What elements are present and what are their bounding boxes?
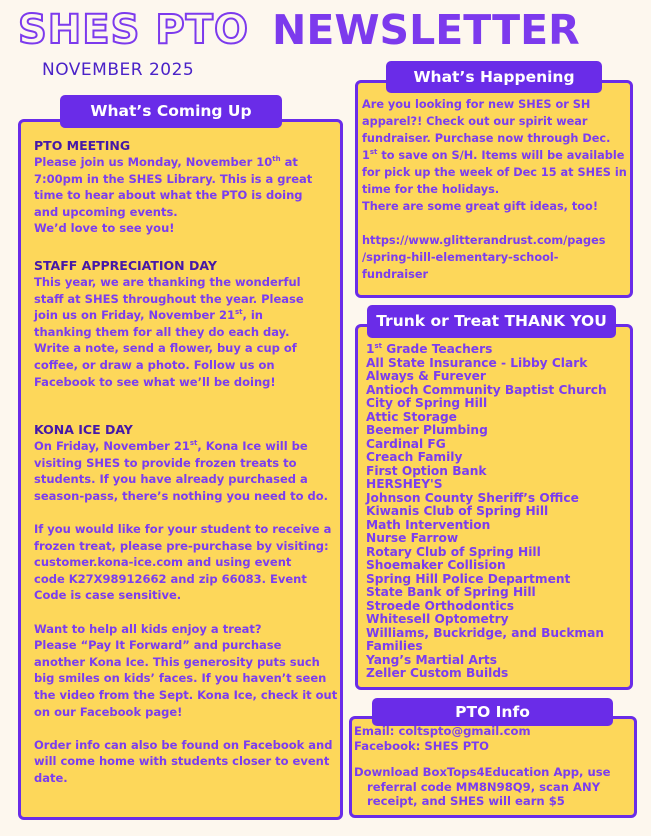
list-item: City of Spring Hill: [366, 396, 488, 410]
list-item: First Option Bank: [366, 463, 487, 478]
list-item: Attic Storage: [366, 409, 457, 424]
list-item: Zeller Custom Builds: [366, 666, 509, 680]
newsletter-date: NOVEMBER 2025: [42, 60, 195, 80]
list-item: Rotary Club of Spring Hill: [366, 544, 541, 559]
list-item: Johnson County Sheriff’s Office: [366, 490, 579, 505]
pto-email[interactable]: Email: coltspto@gmail.com: [354, 724, 531, 738]
list-item: Nurse Farrow: [366, 531, 459, 545]
list-item: Whitesell Optometry: [366, 612, 509, 626]
pto-info-text: Email: coltspto@gmail.com Facebook: SHES PTO Download BoxTops4Education App, use referral code MM8N98Q9, scan ANY receipt, and SHES will earn $5: [354, 724, 637, 809]
list-item: Spring Hill Police Department: [366, 571, 571, 586]
list-item: Beemer Plumbing: [366, 423, 488, 437]
list-item: Antioch Community Baptist Church: [366, 382, 607, 397]
staff-appreciation-section: STAFF APPRECIATION DAY This year, we are thanking the wonderful staff at SHES throughout the year. Please join us on Friday, November 21st, in thanking them for all they do each day. Write a note, send a flower, buy a cup of coffee, or draw a photo. Follow us on Facebook to see what we’ll be doing!: [34, 257, 339, 390]
list-item: All State Insurance - Libby Clark: [366, 355, 588, 370]
kona-ice-heading: KONA ICE DAY: [34, 422, 133, 437]
list-item: Creach Family: [366, 450, 463, 464]
list-item: Math Intervention: [366, 517, 491, 532]
spirit-wear-link[interactable]: https://www.glitterandrust.com/pages /spring-hill-elementary-school- fundraiser: [362, 234, 606, 281]
pto-info-tab: PTO Info: [372, 698, 613, 726]
list-item: Yang’s Martial Arts: [366, 652, 497, 667]
list-item: 1st Grade Teachers: [366, 341, 493, 356]
title-newsletter: NEWSLETTER: [272, 6, 580, 54]
kona-ice-section: KONA ICE DAY On Friday, November 21st, Kona Ice will be visiting SHES to provide frozen treats to students. If you have already purchased a season-pass, there’s nothing you need to do. If you would like for your student to receive a frozen treat, please pre-purchase by visiting: customer.kona-ice.com and using event code K27X98912662 and zip 66083. Event Code is case sensitive. Want to help all kids enjoy a treat? Please “Pay It Forward” and purchase another Kona Ice. This generosity puts such big smiles on kids’ faces. If you haven’t seen the video from the Sept. Kona Ice, check it out on our Facebook page! Order info can also be found on Facebook and will come home with students closer to event date.: [34, 422, 338, 785]
pto-meeting-heading: PTO MEETING: [34, 138, 131, 153]
trunk-thank-you-list: [366, 343, 631, 681]
title-shes-pto: SHES PTO: [18, 7, 249, 53]
list-item: Williams, Buckridge, and Buckman: [366, 625, 605, 640]
list-item: HERSHEY'S: [366, 477, 443, 491]
list-item: Always & Furever: [366, 369, 486, 383]
list-item: State Bank of Spring Hill: [366, 585, 536, 599]
list-item: Kiwanis Club of Spring Hill: [366, 504, 549, 518]
list-item: Stroede Orthodontics: [366, 598, 514, 613]
pto-meeting-section: PTO MEETING Please join us Monday, November 10th at 7:00pm in the SHES Library. This is a great time to hear about what the PTO is doing and upcoming events. We’d love to see you!: [34, 137, 339, 237]
pto-facebook: Facebook: SHES PTO: [354, 738, 490, 753]
happening-text: Are you looking for new SHES or SH apparel?! Check out our spirit wear fundraiser. Purchase now through Dec. 1st to save on S/H. Items will be available for pick up the week of Dec 15 at SHES in time for the holidays. There are some great gift ideas, too! https://www.glitterandrust.com/pages /spring-hill-elementary-school- fundraiser: [362, 96, 632, 283]
happening-tab: What’s Happening: [386, 61, 602, 93]
list-item: Families: [366, 639, 423, 653]
list-item: Cardinal FG: [366, 436, 446, 451]
staff-appreciation-heading: STAFF APPRECIATION DAY: [34, 258, 217, 273]
list-item: Shoemaker Collision: [366, 558, 506, 572]
coming-up-tab: What’s Coming Up: [60, 95, 282, 128]
trunk-tab: Trunk or Treat THANK YOU: [367, 305, 616, 338]
